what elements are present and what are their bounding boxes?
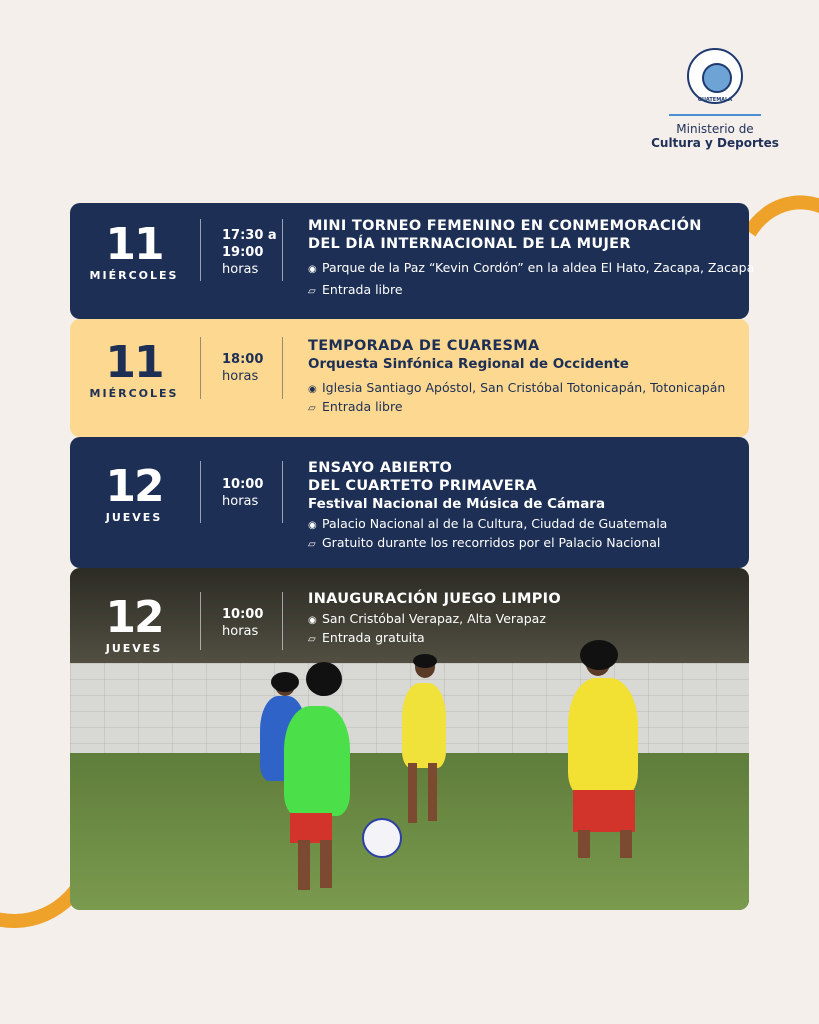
event-subtitle: Orquesta Sinfónica Regional de Occidente: [308, 356, 629, 372]
divider: [282, 219, 283, 281]
event-info: [308, 217, 755, 300]
event-entry: [308, 398, 729, 417]
event-weekday: MIÉRCOLES: [89, 387, 179, 400]
ministry-name-line1: Ministerio de: [676, 122, 754, 136]
event-date: [80, 219, 188, 282]
flag-stripe: [669, 114, 761, 116]
event-date: [80, 461, 188, 524]
event-entry-text: Entrada gratuita: [322, 630, 425, 645]
event-entry: [308, 534, 729, 553]
event-location-text: Palacio Nacional al de la Cultura, Ciudad de Guatemala: [322, 516, 668, 531]
ticket-icon: ▱: [308, 286, 316, 297]
event-location: [308, 259, 755, 278]
event-day-number: 12: [105, 461, 163, 512]
event-time-start: 10:00: [222, 607, 264, 622]
ticket-icon: ▱: [308, 403, 316, 414]
event-title: TEMPORADA DE CUARESMA: [308, 338, 540, 354]
event-location-text: Iglesia Santiago Apóstol, San Cristóbal Totonicapán, Totonicapán: [322, 380, 726, 395]
event-title: INAUGURACIÓN JUEGO LIMPIO: [308, 591, 561, 607]
pin-icon: ◉: [308, 615, 317, 626]
event-time-start: 18:00: [222, 352, 264, 367]
ticket-icon: ▱: [308, 539, 316, 550]
divider: [200, 219, 201, 281]
event-weekday: MIÉRCOLES: [89, 269, 179, 282]
coat-of-arms-icon: [687, 48, 743, 104]
event-day-number: 12: [105, 592, 163, 643]
divider: [282, 592, 283, 650]
event-location: [308, 379, 729, 398]
event-card-1: [70, 203, 755, 319]
divider: [282, 461, 283, 523]
pin-icon: ◉: [308, 384, 317, 395]
event-card-4: [70, 568, 749, 910]
event-title: ENSAYO ABIERTO: [308, 460, 453, 476]
ticket-icon: ▱: [308, 634, 316, 645]
event-hours-label: horas: [222, 369, 259, 384]
event-day-number: 11: [105, 337, 163, 388]
event-info: [308, 459, 729, 553]
event-time: [222, 476, 263, 510]
event-location: [308, 610, 729, 629]
event-time-end: 19:00: [222, 245, 264, 260]
ministry-name-line2: Cultura y Deportes: [651, 136, 779, 150]
event-card-3: [70, 437, 749, 568]
event-time-start: 10:00: [222, 477, 264, 492]
divider: [200, 592, 201, 650]
event-date: [80, 337, 188, 400]
divider: [282, 337, 283, 399]
event-info: [308, 590, 729, 648]
event-entry: [308, 281, 729, 300]
event-date: [80, 592, 188, 655]
event-day-number: 11: [105, 219, 163, 270]
soccer-ball: [362, 818, 402, 858]
divider: [200, 461, 201, 523]
event-title-line2: DEL DÍA INTERNACIONAL DE LA MUJER: [308, 236, 631, 252]
event-subtitle: Festival Nacional de Música de Cámara: [308, 496, 606, 512]
seal-text: GUATEMALA: [697, 97, 733, 103]
event-time: [222, 606, 263, 640]
event-hours-label: horas: [222, 262, 259, 277]
event-time: [222, 227, 277, 278]
pin-icon: ◉: [308, 264, 317, 275]
event-card-2: [70, 319, 749, 437]
divider: [200, 337, 201, 399]
event-weekday: JUEVES: [105, 642, 163, 655]
event-title: MINI TORNEO FEMENINO EN CONMEMORACIÓN: [308, 218, 702, 234]
pin-icon: ◉: [308, 520, 317, 531]
event-info: [308, 337, 729, 417]
event-hours-label: horas: [222, 624, 259, 639]
event-time: [222, 351, 263, 385]
event-location-text: San Cristóbal Verapaz, Alta Verapaz: [322, 611, 546, 626]
event-entry-text: Gratuito durante los recorridos por el Palacio Nacional: [322, 535, 661, 550]
event-entry-text: Entrada libre: [322, 282, 403, 297]
event-entry-text: Entrada libre: [322, 399, 403, 414]
ministry-logo: [650, 48, 780, 150]
event-title-line2: DEL CUARTETO PRIMAVERA: [308, 478, 537, 494]
event-location: [308, 515, 729, 534]
event-weekday: JUEVES: [105, 511, 163, 524]
event-location-text: Parque de la Paz “Kevin Cordón” en la aldea El Hato, Zacapa, Zacapa: [322, 260, 755, 275]
event-hours-label: horas: [222, 494, 259, 509]
event-entry: [308, 629, 729, 648]
event-time-start: 17:30 a: [222, 228, 277, 243]
